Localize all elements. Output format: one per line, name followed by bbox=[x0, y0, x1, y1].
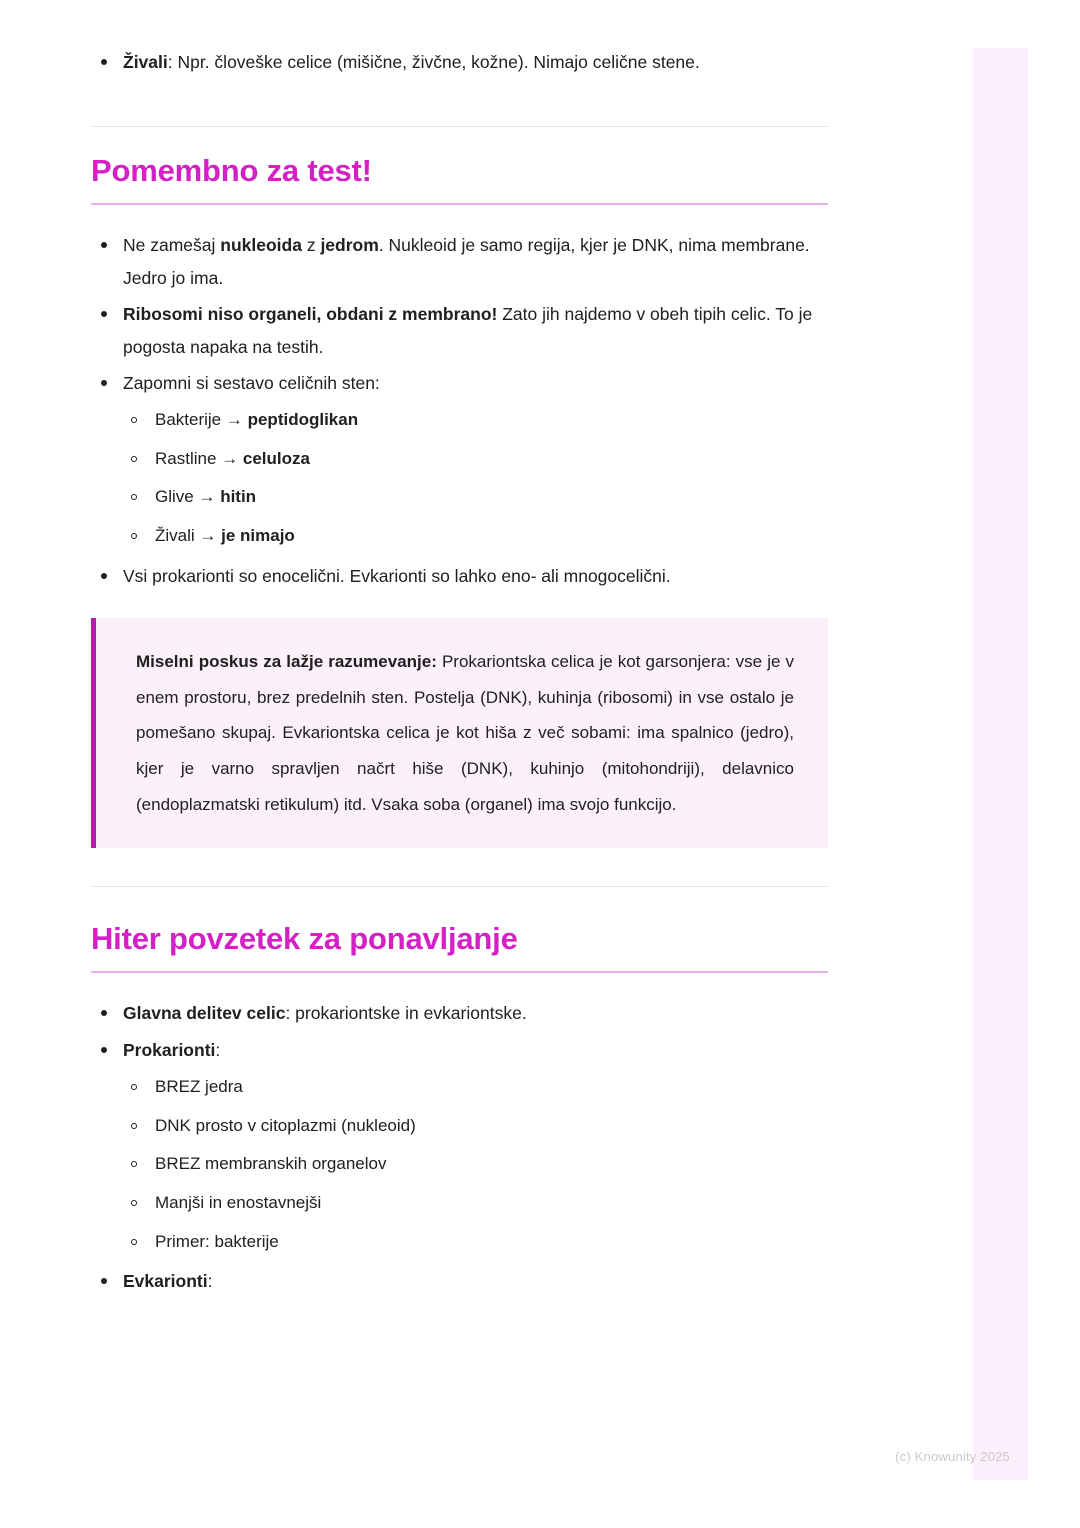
bullet-bold-text: jedrom bbox=[320, 235, 379, 256]
sub-list-item bbox=[123, 444, 828, 475]
bullet-text: Glive → bbox=[155, 487, 221, 507]
list-item bbox=[91, 997, 828, 1029]
bullet-text: : prokariontske in evkariontske. bbox=[285, 1003, 527, 1024]
divider bbox=[91, 886, 828, 887]
bullet-text: Ne zamešaj bbox=[123, 235, 221, 256]
sub-list-item bbox=[123, 482, 828, 513]
sub-list-item bbox=[123, 1072, 828, 1103]
bullet-text: : Npr. človeške celice (mišične, živčne, kožne). Nimajo celične stene. bbox=[167, 52, 700, 72]
bullet-bold-text: Evkarionti bbox=[123, 1271, 208, 1292]
list-item bbox=[91, 298, 828, 363]
bullet-text: Vsi prokarionti so enocelični. Evkarionti so lahko eno- ali mnogocelični. bbox=[123, 565, 671, 586]
section-2-bullets bbox=[91, 997, 828, 1297]
callout-bold-lead: Miselni poskus za lažje razumevanje: bbox=[136, 652, 437, 671]
list-item bbox=[91, 1265, 828, 1297]
list-item bbox=[91, 560, 828, 592]
bullet-text: Zapomni si sestavo celičnih sten: bbox=[123, 372, 380, 393]
bullet-bold-text: hitin bbox=[220, 487, 257, 507]
list-item bbox=[91, 46, 828, 78]
divider bbox=[91, 126, 828, 127]
section-heading: Hiter povzetek za ponavljanje bbox=[91, 921, 518, 957]
bullet-text: Živali → bbox=[155, 526, 222, 546]
bullet-text: Manjši in enostavnejši bbox=[155, 1192, 322, 1212]
bullet-text: . Nukleoid je samo regija, kjer je DNK, nima membrane. Jedro jo ima. bbox=[123, 235, 810, 288]
sub-list-item bbox=[123, 1149, 828, 1180]
section-underline bbox=[91, 203, 828, 205]
bullet-text: Primer: bakterije bbox=[155, 1231, 279, 1251]
callout-box bbox=[91, 618, 828, 848]
bullet-bold-lead: Živali bbox=[123, 52, 168, 72]
section-1-bullets bbox=[91, 229, 828, 592]
document-content bbox=[91, 0, 828, 1302]
bullet-text: BREZ membranskih organelov bbox=[155, 1154, 387, 1174]
list-item bbox=[91, 367, 828, 399]
sub-list-item bbox=[123, 1188, 828, 1219]
sub-list-item bbox=[123, 521, 828, 552]
bullet-bold-text: Glavna delitev celic bbox=[123, 1003, 286, 1024]
bullet-bold-text: nukleoida bbox=[220, 235, 302, 256]
bullet-text: Bakterije → bbox=[155, 410, 248, 430]
bullet-bold-text: Ribosomi niso organeli, obdani z membrano! bbox=[123, 304, 498, 325]
bullet-bold-text: celuloza bbox=[242, 448, 310, 468]
bullet-bold-text: peptidoglikan bbox=[247, 410, 359, 430]
bullet-text: : bbox=[207, 1271, 213, 1292]
sub-list bbox=[123, 1072, 828, 1257]
bullet-text: DNK prosto v citoplazmi (nukleoid) bbox=[155, 1115, 416, 1135]
section-heading: Pomembno za test! bbox=[91, 153, 372, 189]
bullet-text: BREZ jedra bbox=[155, 1077, 243, 1097]
watermark: (c) Knowunity 2025 bbox=[895, 1449, 1010, 1464]
bullet-text: Rastline → bbox=[155, 448, 243, 468]
intro-bullet-list bbox=[91, 46, 828, 78]
section-underline bbox=[91, 971, 828, 973]
page-edge-strip bbox=[973, 0, 1080, 1528]
bullet-text: Zato jih najdemo v obeh tipih celic. To je pogosta napaka na testih. bbox=[123, 304, 813, 357]
callout-text: Prokariontska celica je kot garsonjera: vse je v enem prostoru, brez predelnih sten. Postelja (DNK), kuhinja (ribosomi) in vse ostalo je pomešano skupaj. Evkariontska celica je kot hiša z več sobami: ima spalnico (jedro), kjer je varno spravljen načrt hiše (DNK), kuhinjo (mitohondriji), delavnico (endoplazmatski retikulum) itd. Vsaka soba (organel) ima svojo funkcijo. bbox=[136, 652, 794, 814]
bullet-bold-text: Prokarionti bbox=[123, 1039, 216, 1060]
list-item bbox=[91, 1034, 828, 1066]
bullet-bold-text: je nimajo bbox=[221, 526, 295, 546]
sub-list-item bbox=[123, 1227, 828, 1258]
sub-list-item bbox=[123, 405, 828, 436]
bullet-text: z bbox=[301, 235, 321, 256]
list-item bbox=[91, 229, 828, 294]
sub-list-item bbox=[123, 1111, 828, 1142]
pink-edge-band bbox=[973, 48, 1028, 1480]
sub-list bbox=[123, 405, 828, 551]
bullet-text: : bbox=[215, 1039, 221, 1060]
